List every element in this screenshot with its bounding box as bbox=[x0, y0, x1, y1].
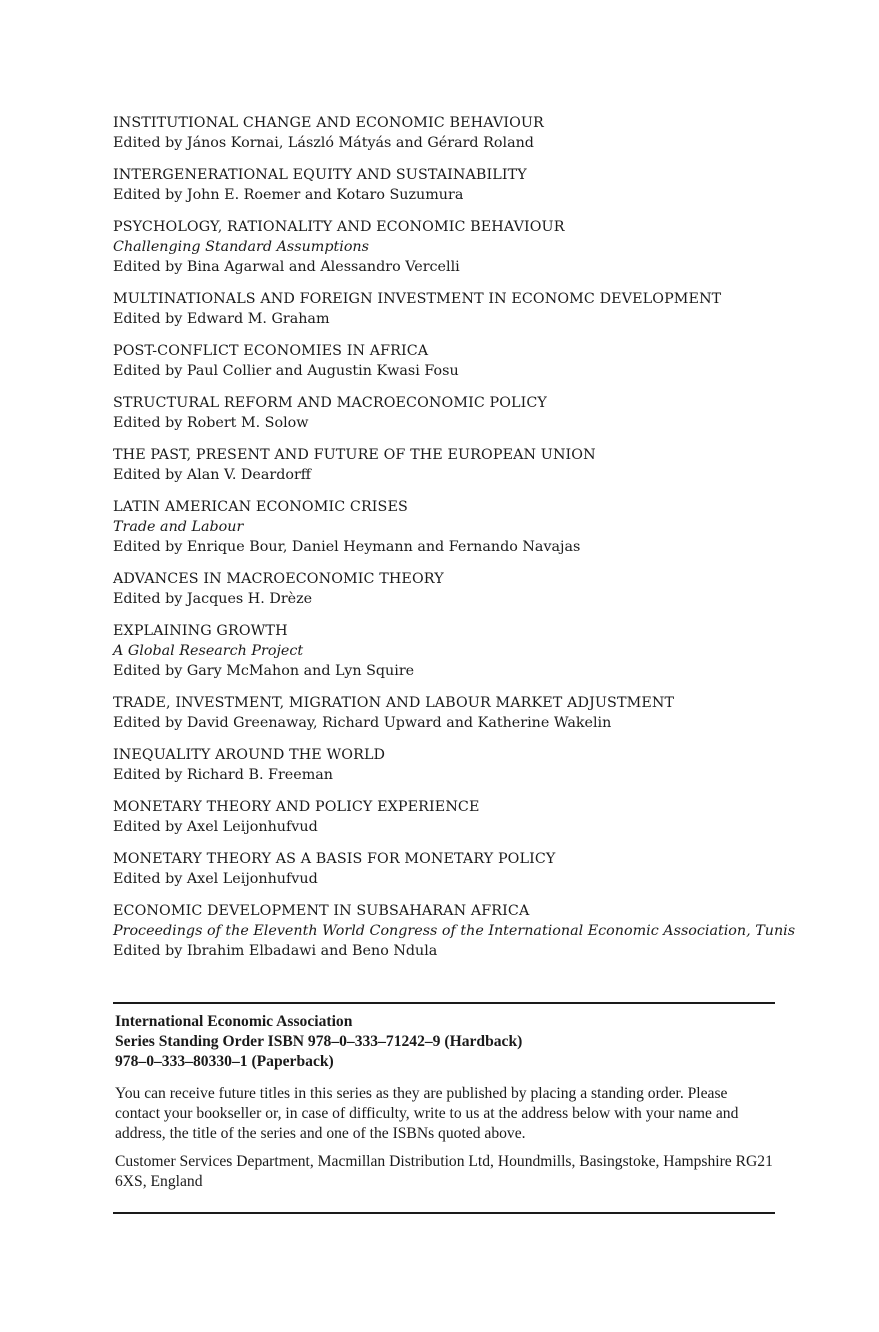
book-list bbox=[113, 113, 796, 973]
book-editors: Edited by Axel Leijonhufvud bbox=[113, 819, 318, 835]
book-entry bbox=[113, 113, 775, 153]
book-title: STRUCTURAL REFORM AND MACROECONOMIC POLICY bbox=[113, 395, 547, 411]
book-entry bbox=[113, 901, 796, 961]
standing-order-box bbox=[113, 1002, 775, 1214]
book-title: MONETARY THEORY AS A BASIS FOR MONETARY POLICY bbox=[113, 851, 556, 867]
book-editors: Edited by Enrique Bour, Daniel Heymann and Fernando Navajas bbox=[113, 539, 581, 555]
book-entry bbox=[113, 393, 775, 433]
book-title: INEQUALITY AROUND THE WORLD bbox=[113, 747, 386, 763]
book-editors: Edited by Richard B. Freeman bbox=[113, 767, 334, 783]
book-title: INTERGENERATIONAL EQUITY AND SUSTAINABILITY bbox=[113, 167, 527, 183]
book-editors: Edited by John E. Roemer and Kotaro Suzumura bbox=[113, 187, 464, 203]
book-title: LATIN AMERICAN ECONOMIC CRISES bbox=[113, 499, 408, 515]
book-editors: Edited by Bina Agarwal and Alessandro Vercelli bbox=[113, 259, 460, 275]
book-entry bbox=[113, 849, 775, 889]
book-entry bbox=[113, 497, 775, 557]
book-editors: Edited by Paul Collier and Augustin Kwasi Fosu bbox=[113, 363, 459, 379]
book-title: MONETARY THEORY AND POLICY EXPERIENCE bbox=[113, 799, 480, 815]
book-entry bbox=[113, 341, 775, 381]
book-editors: Edited by Alan V. Deardorff bbox=[113, 467, 311, 483]
book-editors: Edited by Ibrahim Elbadawi and Beno Ndula bbox=[113, 943, 438, 959]
book-editors: Edited by Gary McMahon and Lyn Squire bbox=[113, 663, 415, 679]
book-entry bbox=[113, 693, 775, 733]
organization-name: International Economic Association bbox=[115, 1013, 353, 1030]
book-editors: Edited by János Kornai, László Mátyás and Gérard Roland bbox=[113, 135, 534, 151]
book-title: INSTITUTIONAL CHANGE AND ECONOMIC BEHAVIOUR bbox=[113, 115, 544, 131]
book-entry bbox=[113, 445, 775, 485]
book-title: MULTINATIONALS AND FOREIGN INVESTMENT IN ECONOMC DEVELOPMENT bbox=[113, 291, 722, 307]
book-title: PSYCHOLOGY, RATIONALITY AND ECONOMIC BEHAVIOUR bbox=[113, 219, 565, 235]
book-editors: Edited by Jacques H. Drèze bbox=[113, 591, 313, 607]
book-subtitle: A Global Research Project bbox=[113, 643, 304, 659]
book-editors: Edited by Robert M. Solow bbox=[113, 415, 309, 431]
book-subtitle: Trade and Labour bbox=[113, 519, 244, 535]
distribution-address: Customer Services Department, Macmillan Distribution Ltd, Houndmills, Basingstoke, Hampshire RG21 6XS, England bbox=[115, 1153, 773, 1190]
book-subtitle: Challenging Standard Assumptions bbox=[113, 239, 369, 255]
book-entry bbox=[113, 217, 775, 277]
book-entry bbox=[113, 569, 775, 609]
book-editors: Edited by Axel Leijonhufvud bbox=[113, 871, 318, 887]
series-isbn-hardback: Series Standing Order ISBN 978–0–333–71242–9 (Hardback) bbox=[115, 1033, 523, 1050]
book-title: TRADE, INVESTMENT, MIGRATION AND LABOUR MARKET ADJUSTMENT bbox=[113, 695, 675, 711]
standing-order-paragraph: You can receive future titles in this series as they are published by placing a standing order. Please contact your bookseller or, in case of difficulty, write to us at the address below with your name and address, the title of the series and one of the ISBNs quoted above. bbox=[115, 1085, 739, 1142]
book-title: THE PAST, PRESENT AND FUTURE OF THE EUROPEAN UNION bbox=[113, 447, 596, 463]
book-entry bbox=[113, 745, 775, 785]
book-title: ECONOMIC DEVELOPMENT IN SUBSAHARAN AFRICA bbox=[113, 903, 530, 919]
book-editors: Edited by Edward M. Graham bbox=[113, 311, 330, 327]
book-entry bbox=[113, 797, 775, 837]
book-entry bbox=[113, 289, 775, 329]
book-entry bbox=[113, 621, 775, 681]
book-title: EXPLAINING GROWTH bbox=[113, 623, 288, 639]
book-editors: Edited by David Greenaway, Richard Upward and Katherine Wakelin bbox=[113, 715, 612, 731]
book-title: ADVANCES IN MACROECONOMIC THEORY bbox=[113, 571, 444, 587]
book-title: POST-CONFLICT ECONOMIES IN AFRICA bbox=[113, 343, 429, 359]
book-entry bbox=[113, 165, 775, 205]
series-isbn-paperback: 978–0–333–80330–1 (Paperback) bbox=[115, 1053, 334, 1070]
book-subtitle: Proceedings of the Eleventh World Congress of the International Economic Association, Tunis bbox=[113, 923, 796, 939]
